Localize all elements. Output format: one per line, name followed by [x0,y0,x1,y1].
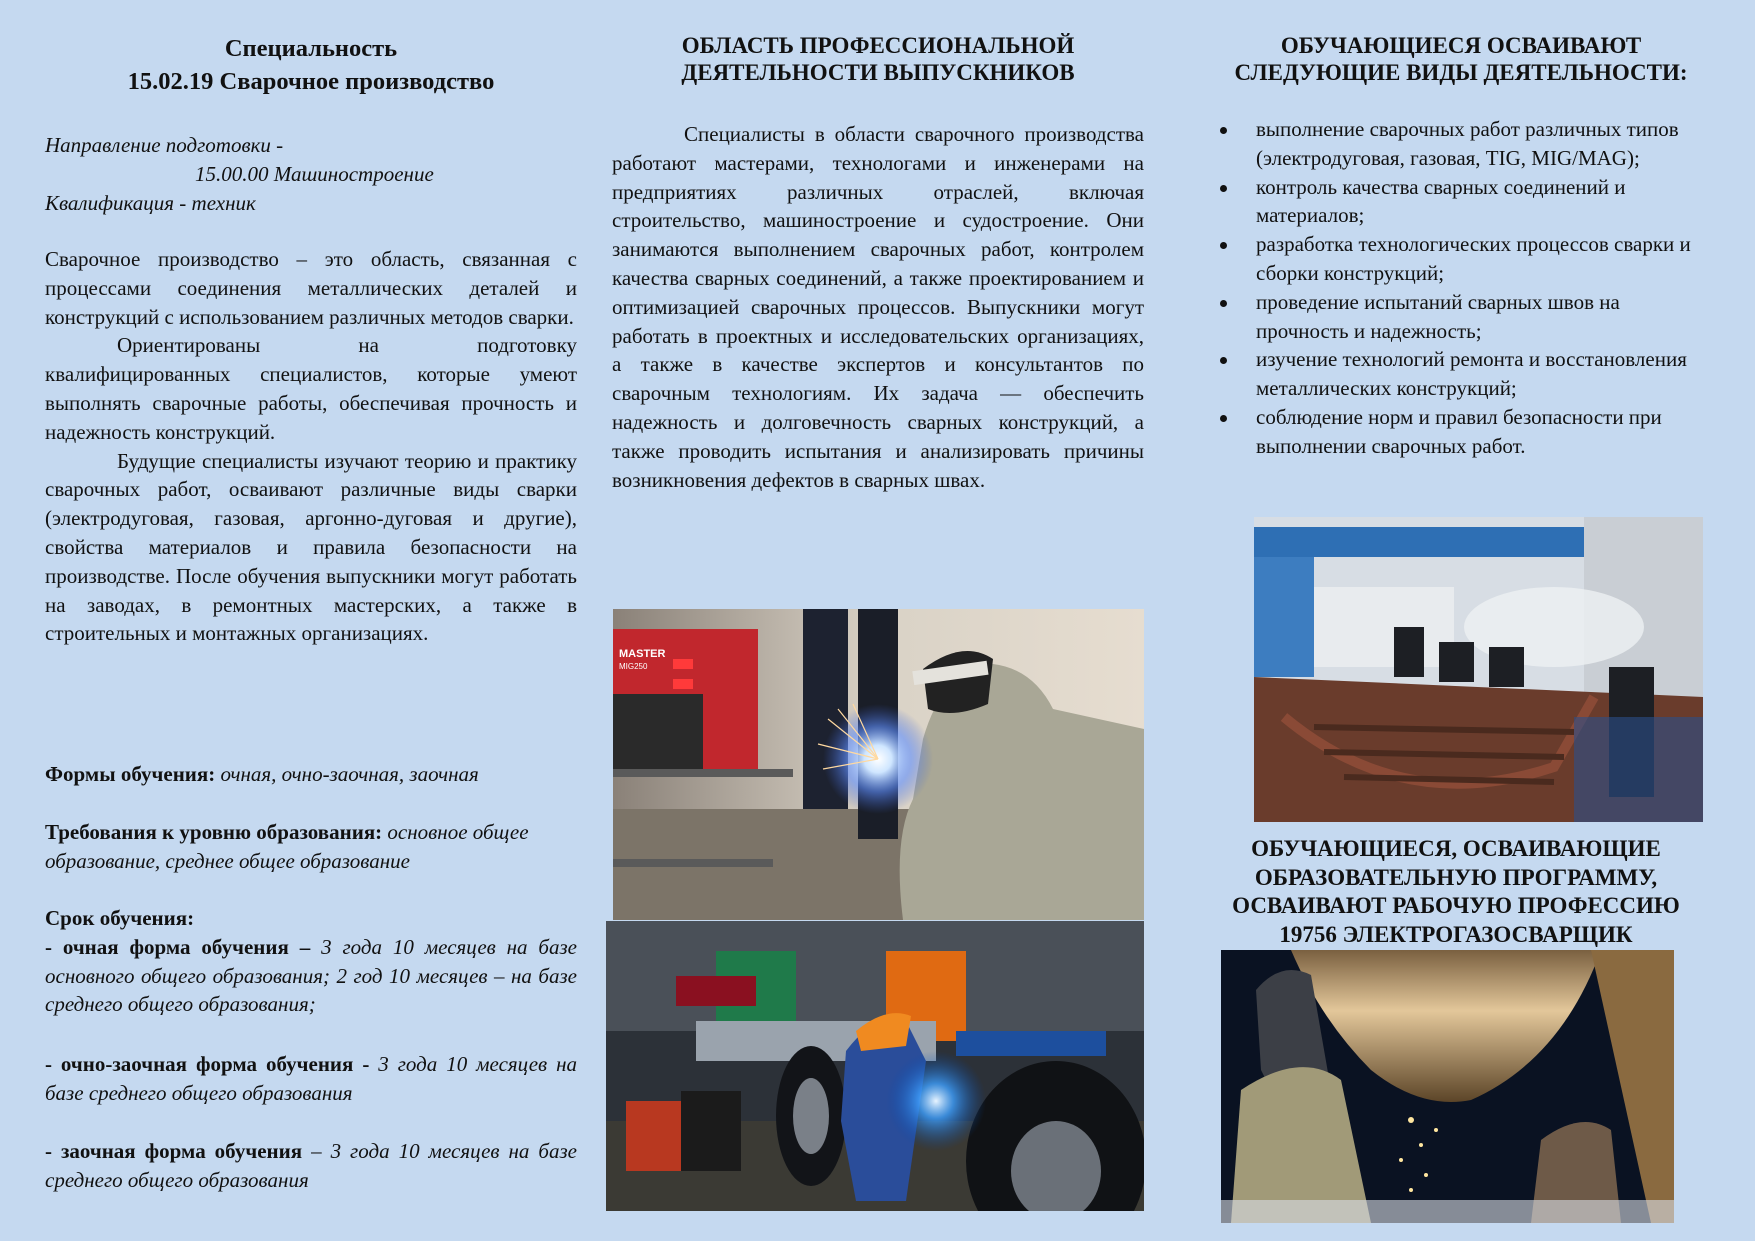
duration-item-value: 3 года 10 месяцев на базе среднего общего образования [45,1052,577,1105]
photo-welder-workshop [613,609,1144,920]
bullet-icon [1220,242,1227,249]
specialty-description [45,245,577,648]
specialty-title [45,32,577,98]
activity-item [1216,345,1716,403]
heading-line: СЛЕДУЮЩИЕ ВИДЫ ДЕЯТЕЛЬНОСТИ: [1234,60,1688,85]
study-forms-label: Формы обучения: [45,762,216,786]
heading-line: ДЕЯТЕЛЬНОСТИ ВЫПУСКНИКОВ [681,60,1075,85]
study-forms-value: очная, очно-заочная, заочная [220,762,479,786]
heading-line: ОБРАЗОВАТЕЛЬНУЮ ПРОГРАММУ, [1254,864,1658,890]
bullet-icon [1220,127,1227,134]
duration-item [45,1050,577,1108]
heading-line: 19756 ЭЛЕКТРОГАЗОСВАРЩИК [1279,921,1633,947]
bullet-icon [1220,415,1227,422]
duration-item-label: - заочная форма обучения [45,1139,303,1163]
requirements-label: Требования к уровню образования: [45,820,383,844]
activity-item [1216,115,1716,173]
study-forms [45,760,577,789]
bullet-icon [1220,300,1227,307]
duration-item [45,1137,577,1195]
requirements-value: основное общее образование, среднее общее образование [45,820,529,873]
duration-item-label: - очная форма обучения – [45,934,311,959]
duration-item-label: - очно-заочная форма обучения - [45,1052,370,1076]
activity-item [1216,403,1716,461]
activity-text: выполнение сварочных работ различных типов (электродуговая, газовая, TIG, MIG/MAG); [1256,117,1679,170]
activity-item [1216,230,1716,288]
pipeline-welding-illustration [1221,950,1674,1223]
duration-item-value: 3 года 10 месяцев на базе основного общего образования; 2 год 10 месяцев – на базе среднего общего образования; [45,934,577,1017]
shipyard-welding-illustration [1254,517,1703,822]
truck-welding-illustration [606,921,1144,1211]
description-paragraph: Ориентированы на подготовку квалифицированных специалистов, которые умеют выполнять сварочные работы, обеспечивая прочность и надежность конструкций. [45,333,577,444]
machine-brand-label: MASTER [619,648,666,660]
duration-item-value: – 3 года 10 месяцев на базе среднего общего образования [45,1139,577,1192]
duration-label: Срок обучения: [45,906,195,930]
activities-heading [1195,32,1727,86]
activity-item [1216,173,1716,231]
qualification: Квалификация - техник [45,191,256,215]
bullet-icon [1220,357,1227,364]
welder-workshop-illustration [613,609,1144,920]
specialty-meta [45,131,577,218]
professional-area-paragraph: Специалисты в области сварочного производства работают мастерами, технологами и инженерами на предприятиях различных отраслей, включая строительство, машиностроение и судостроение. Они занимаются выполнением сварочных работ, контролем качества сварных соединений, а также проектированием и оптимизацией сварочных процессов. Выпускники могут работать в проектных и исследовательских организациях, а также в качестве экспертов и консультантов по сварочным технологиям. Их задача — обеспечить надежность и долговечность сварных конструкций, а также проводить испытания и анализировать причины возникновения дефектов в сварных швах. [612,122,1144,492]
specialty-title-line1: Специальность [224,35,398,62]
heading-line: ОБУЧАЮЩИЕСЯ ОСВАИВАЮТ [1280,33,1642,58]
study-duration [45,904,577,1019]
education-requirements [45,818,577,876]
activity-text: изучение технологий ремонта и восстановления металлических конструкций; [1256,347,1687,401]
heading-line: ОБУЧАЮЩИЕСЯ, ОСВАИВАЮЩИЕ [1251,836,1661,861]
bullet-icon [1220,185,1227,192]
description-paragraph: Будущие специалисты изучают теорию и практику сварочных работ, осваивают различные виды сварки (электродуговая, газовая, аргонно-дуговая и другие), свойства материалов и правила безопасности на производстве. После обучения выпускники могут работать на заводах, в ремонтных мастерских, а также в строительных и монтажных организациях. [45,448,577,646]
photo-truck-welding [606,921,1144,1211]
professional-area-text [612,120,1144,494]
activities-list [1216,115,1716,461]
direction-label: Направление подготовки - [45,133,284,157]
activity-item [1216,288,1716,346]
activity-text: контроль качества сварных соединений и материалов; [1256,174,1626,228]
activity-text: разработка технологических процессов сварки и сборки конструкций; [1256,232,1691,285]
photo-shipyard-welding [1254,517,1703,822]
photo-pipeline-welding [1221,950,1674,1223]
description-paragraph: Сварочное производство – это область, связанная с процессами соединения металлических деталей и конструкций с использованием различных методов сварки. [45,247,577,329]
worker-profession-heading [1190,835,1722,949]
heading-line: ОСВАИВАЮТ РАБОЧУЮ ПРОФЕССИЮ [1232,893,1680,918]
activity-text: проведение испытаний сварных швов на прочность и надежность; [1256,289,1620,343]
heading-line: ОБЛАСТЬ ПРОФЕССИОНАЛЬНОЙ [681,33,1075,58]
professional-area-heading [612,32,1144,86]
specialty-title-line2: 15.02.19 Сварочное производство [127,68,495,95]
machine-model-label: MIG250 [619,662,648,671]
direction-value: 15.00.00 Машиностроение [195,162,434,186]
activity-text: соблюдение норм и правил безопасности при выполнении сварочных работ. [1256,404,1662,458]
duration-item [45,933,577,1019]
